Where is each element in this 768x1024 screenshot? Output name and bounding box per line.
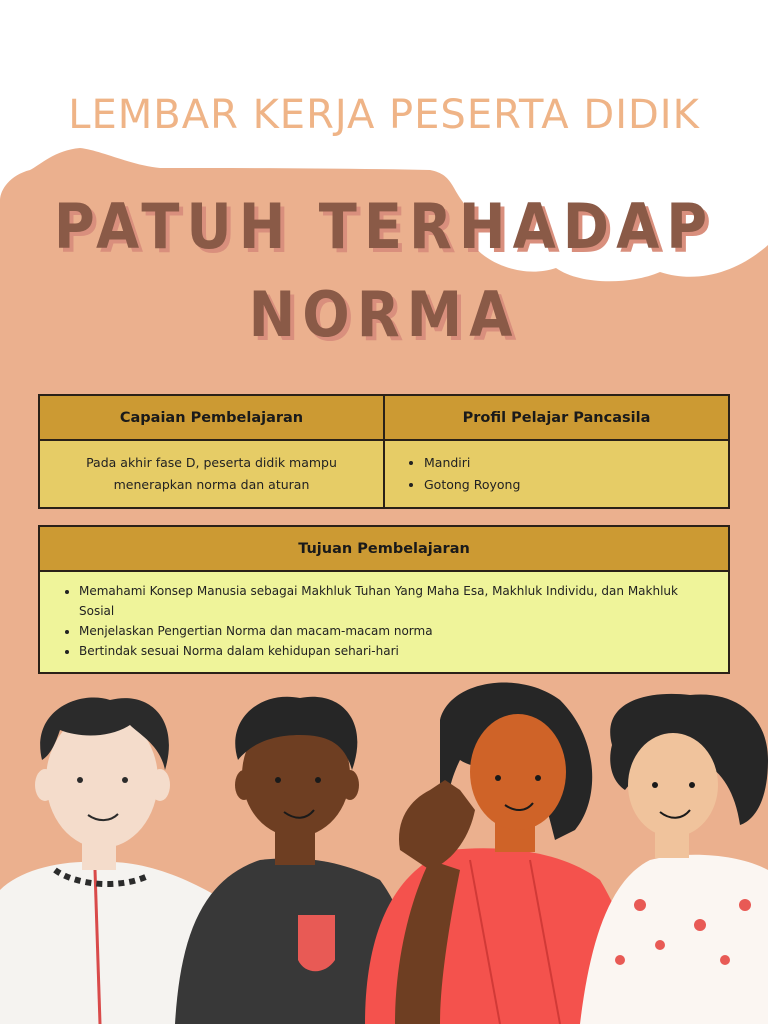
list-item: • Memahami Konsep Manusia sebagai Makhluk Tuhan Yang Maha Esa, Makhluk Individu, dan Makhluk Sosial [79,581,703,621]
profil-cell [384,440,729,508]
tujuan-header: Tujuan Pembelajaran [39,526,729,571]
tujuan-cell [39,571,729,673]
capaian-cell [39,440,384,508]
learning-outcomes-table [38,394,730,509]
list-item: • Menjelaskan Pengertian Norma dan macam-macam norma [79,621,703,641]
main-title-line1: PATUH TERHADAP [53,190,715,263]
main-title-line2: NORMA [248,278,520,351]
learning-objectives-table [38,525,730,674]
list-item: • Bertindak sesuai Norma dalam kehidupan sehari-hari [79,641,703,661]
capaian-text: Pada akhir fase D, peserta didik mampu menerapkan norma dan aturan [86,455,337,492]
list-item: • Mandiri [424,452,727,474]
profil-header: Profil Pelajar Pancasila [384,395,729,440]
tujuan-list [41,573,727,671]
list-item: • Gotong Royong [424,474,727,496]
worksheet-subtitle: LEMBAR KERJA PESERTA DIDIK [68,92,700,138]
person-4 [580,694,768,1024]
profil-list [386,452,727,496]
capaian-header: Capaian Pembelajaran [39,395,384,440]
